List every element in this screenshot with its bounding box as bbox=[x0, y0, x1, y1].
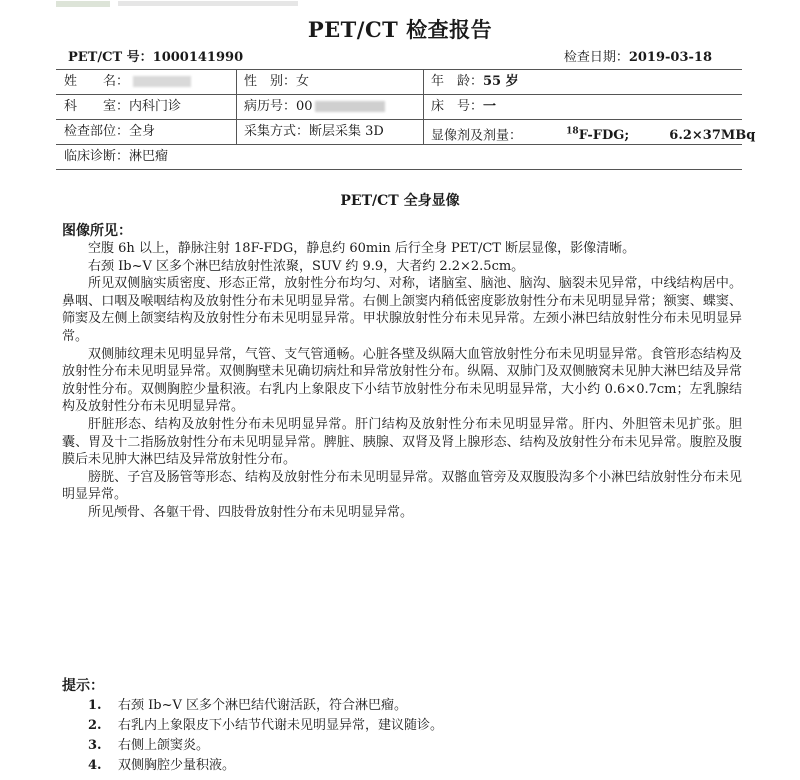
patient-info-table bbox=[56, 69, 756, 170]
name-redacted bbox=[133, 76, 191, 87]
divider bbox=[236, 120, 237, 144]
tip-text: 右颈 Ib~V 区多个淋巴结代谢活跃，符合淋巴瘤。 bbox=[118, 698, 408, 713]
name-cell bbox=[64, 70, 191, 94]
section-title: PET/CT 全身显像 bbox=[340, 193, 460, 209]
findings-paragraph: 所见双侧脑实质密度、形态正常，放射性分布均匀、对称，诸脑室、脑池、脑沟、脑裂未见异常，中线结构居中。鼻咽、口咽及喉咽结构及放射性分布未见明显异常。右侧上颌窦内稍低密度影放射性分布未见明显异常；额窦、蝶窦、筛窦及左侧上颌窦结构及放射性分布未见明显异常。甲状腺放射性分布未见异常。左颈小淋巴结放射性分布未见明显异常。 bbox=[62, 276, 742, 344]
info-row bbox=[56, 95, 742, 120]
divider bbox=[236, 70, 237, 94]
exam-part-cell bbox=[64, 120, 155, 144]
agent-value bbox=[566, 128, 629, 143]
divider bbox=[423, 120, 424, 144]
bed-label: 床 号： bbox=[431, 99, 484, 114]
report-title: PET/CT 检查报告 bbox=[307, 17, 493, 42]
diagnosis-label: 临床诊断： bbox=[64, 149, 130, 164]
exam-date-value: 2019-03-18 bbox=[628, 50, 712, 65]
report-number-value: 1000141990 bbox=[152, 50, 244, 65]
tip-text: 右侧上颌窦炎。 bbox=[118, 738, 210, 753]
report-meta bbox=[68, 46, 712, 64]
header-strip bbox=[0, 0, 800, 12]
exam-date-label: 检查日期： bbox=[563, 50, 629, 65]
agent-cell bbox=[431, 120, 755, 144]
exam-part-value: 全身 bbox=[129, 124, 156, 139]
sex-label: 性 别： bbox=[244, 74, 297, 89]
acquisition-label: 采集方式： bbox=[244, 124, 310, 139]
bed-cell bbox=[431, 95, 496, 119]
age-cell bbox=[431, 70, 519, 94]
agent-name: F-FDG; bbox=[578, 128, 630, 144]
acquisition-cell bbox=[244, 120, 384, 144]
case-value: 00 bbox=[296, 99, 313, 114]
tips-list bbox=[88, 696, 443, 776]
agent-isotope-mass: 18 bbox=[566, 127, 579, 137]
findings-body bbox=[62, 240, 742, 522]
info-row bbox=[56, 145, 742, 170]
tip-number: 2. bbox=[88, 718, 102, 733]
hospital-logo bbox=[56, 1, 110, 7]
case-redacted bbox=[315, 101, 385, 112]
hospital-header-text bbox=[118, 1, 298, 6]
list-item bbox=[88, 696, 443, 716]
case-label: 病历号： bbox=[244, 99, 297, 114]
report-number-label: PET/CT 号： bbox=[68, 50, 153, 65]
tip-text: 双侧胸腔少量积液。 bbox=[118, 758, 236, 773]
age-label: 年 龄： bbox=[431, 74, 484, 89]
dept-cell bbox=[64, 95, 181, 119]
findings-paragraph: 空腹 6h 以上，静脉注射 18F-FDG，静息约 60min 后行全身 PET/CT 断层显像，影像清晰。 bbox=[88, 241, 636, 256]
name-label: 姓 名： bbox=[64, 74, 130, 89]
acquisition-value: 断层采集 3D bbox=[309, 124, 384, 139]
exam-date bbox=[564, 46, 712, 65]
dose-value: 6.2×37MBq bbox=[669, 128, 756, 144]
report-number bbox=[68, 46, 243, 65]
bed-value: 一 bbox=[483, 99, 497, 114]
diagnosis-value: 淋巴瘤 bbox=[129, 149, 169, 164]
tips-heading: 提示： bbox=[62, 678, 104, 694]
exam-part-label: 检查部位： bbox=[64, 124, 130, 139]
info-row bbox=[56, 70, 742, 95]
tip-text: 右乳内上象限皮下小结节代谢未见明显异常，建议随诊。 bbox=[118, 718, 444, 733]
sex-value: 女 bbox=[296, 74, 310, 89]
age-value: 55 岁 bbox=[483, 74, 519, 89]
divider bbox=[236, 95, 237, 119]
sex-cell bbox=[244, 70, 309, 94]
findings-paragraph: 肝脏形态、结构及放射性分布未见明显异常。肝门结构及放射性分布未见明显异常。肝内、外胆管未见扩张。胆囊、胃及十二指肠放射性分布未见明显异常。脾脏、胰腺、双肾及肾上腺形态、结构及放射性分布未见异常。腹腔及腹膜后未见肿大淋巴结及异常放射性分布。 bbox=[62, 416, 742, 468]
list-item bbox=[88, 736, 443, 756]
agent-label: 显像剂及剂量： bbox=[431, 128, 523, 144]
findings-heading: 图像所见： bbox=[62, 223, 132, 239]
tip-number: 1. bbox=[88, 698, 102, 713]
findings-paragraph: 右颈 Ib~V 区多个淋巴结放射性浓聚，SUV 约 9.9，大者约 2.2×2.5cm。 bbox=[88, 258, 525, 274]
list-item bbox=[88, 756, 443, 776]
findings-paragraph: 双侧肺纹理未见明显异常，气管、支气管通畅。心脏各壁及纵隔大血管放射性分布未见明显异常。食管形态结构及放射性分布未见明显异常。双侧胸壁未见确切病灶和异常放射性分布。纵隔、双肺门及双侧腋窝未见肿大淋巴结及异常放射性分布。双侧胸腔少量积液。右乳内上象限皮下小结节放射性分布未见明显异常，大小约 0.6×0.7cm；左乳腺结构及放射性分布未见明显异常。 bbox=[62, 346, 742, 415]
list-item bbox=[88, 716, 443, 736]
tip-number: 3. bbox=[88, 738, 102, 753]
divider bbox=[423, 95, 424, 119]
findings-paragraph: 膀胱、子宫及肠管等形态、结构及放射性分布未见明显异常。双髂血管旁及双腹股沟多个小淋巴结放射性分布未见明显异常。 bbox=[62, 469, 742, 503]
findings-paragraph: 所见颅骨、各躯干骨、四肢骨放射性分布未见明显异常。 bbox=[88, 504, 414, 520]
diagnosis-cell bbox=[64, 145, 168, 169]
info-row bbox=[56, 120, 756, 145]
dept-value: 内科门诊 bbox=[129, 99, 182, 114]
tip-number: 4. bbox=[88, 758, 102, 773]
dept-label: 科 室： bbox=[64, 99, 130, 114]
case-cell bbox=[244, 95, 385, 119]
divider bbox=[423, 70, 424, 94]
